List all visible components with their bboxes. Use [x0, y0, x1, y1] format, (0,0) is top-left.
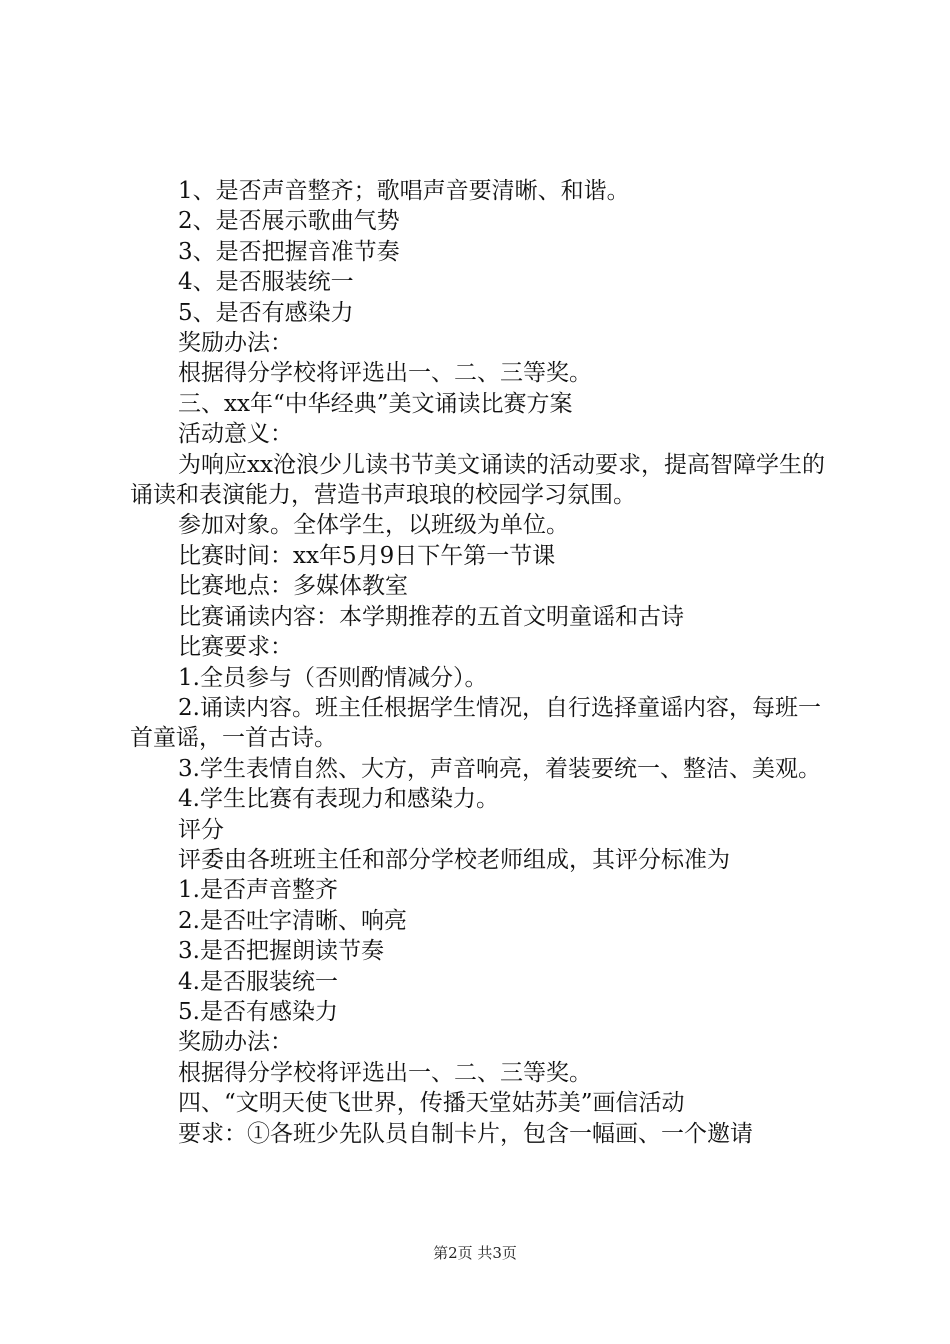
paragraph: 3.学生表情自然、大方，声音响亮，着装要统一、整洁、美观。: [178, 755, 821, 782]
paragraph: 1、是否声音整齐；歌唱声音要清晰、和谐。: [178, 178, 630, 204]
paragraph: 要求：①各班少先队员自制卡片，包含一幅画、一个邀请: [178, 1120, 753, 1147]
paragraph: 1.是否声音整齐: [178, 877, 338, 904]
paragraph: 奖励办法：: [178, 330, 293, 357]
paragraph: 活动意义：: [178, 421, 293, 448]
paragraph: 评委由各班班主任和部分学校老师组成，其评分标准为: [178, 846, 730, 873]
paragraph: 比赛要求：: [178, 634, 293, 661]
paragraph: 比赛时间：xx年5月9日下午第一节课: [178, 542, 556, 569]
paragraph: 4、是否服装统一: [178, 269, 354, 296]
page-footer: 第2页 共3页: [433, 1244, 517, 1262]
section-heading: 三、xx年“中华经典”美文诵读比赛方案: [178, 390, 573, 417]
paragraph: 2.诵读内容。班主任根据学生情况，自行选择童谣内容，每班一首童谣，一首古诗。: [130, 694, 821, 752]
paragraph: 比赛地点：多媒体教室: [178, 573, 408, 600]
paragraph: 4.是否服装统一: [178, 968, 338, 995]
paragraph: 5、是否有感染力: [178, 299, 354, 326]
document-body: [130, 176, 830, 1149]
section-heading: 四、“文明天使飞世界，传播天堂姑苏美”画信活动: [178, 1090, 685, 1117]
paragraph: 根据得分学校将评选出一、二、三等奖。: [178, 360, 592, 387]
paragraph: 比赛诵读内容：本学期推荐的五首文明童谣和古诗: [178, 603, 684, 630]
paragraph: 参加对象。全体学生，以班级为单位。: [178, 512, 569, 539]
paragraph: 为响应xx沧浪少儿读书节美文诵读的活动要求，提高智障学生的诵读和表演能力，营造书声琅琅的校园学习氛围。: [130, 451, 825, 509]
paragraph: 奖励办法：: [178, 1029, 293, 1056]
paragraph: 3.是否把握朗读节奏: [178, 938, 384, 965]
paragraph: 2.是否吐字清晰、响亮: [178, 907, 407, 934]
paragraph: 1.全员参与（否则酌情减分）。: [178, 664, 488, 691]
paragraph: 2、是否展示歌曲气势: [178, 208, 400, 235]
paragraph: 4.学生比赛有表现力和感染力。: [178, 786, 499, 813]
paragraph: 3、是否把握音准节奏: [178, 238, 400, 265]
paragraph: 5.是否有感染力: [178, 998, 338, 1025]
paragraph: 根据得分学校将评选出一、二、三等奖。: [178, 1059, 592, 1086]
paragraph: 评分: [178, 816, 224, 843]
